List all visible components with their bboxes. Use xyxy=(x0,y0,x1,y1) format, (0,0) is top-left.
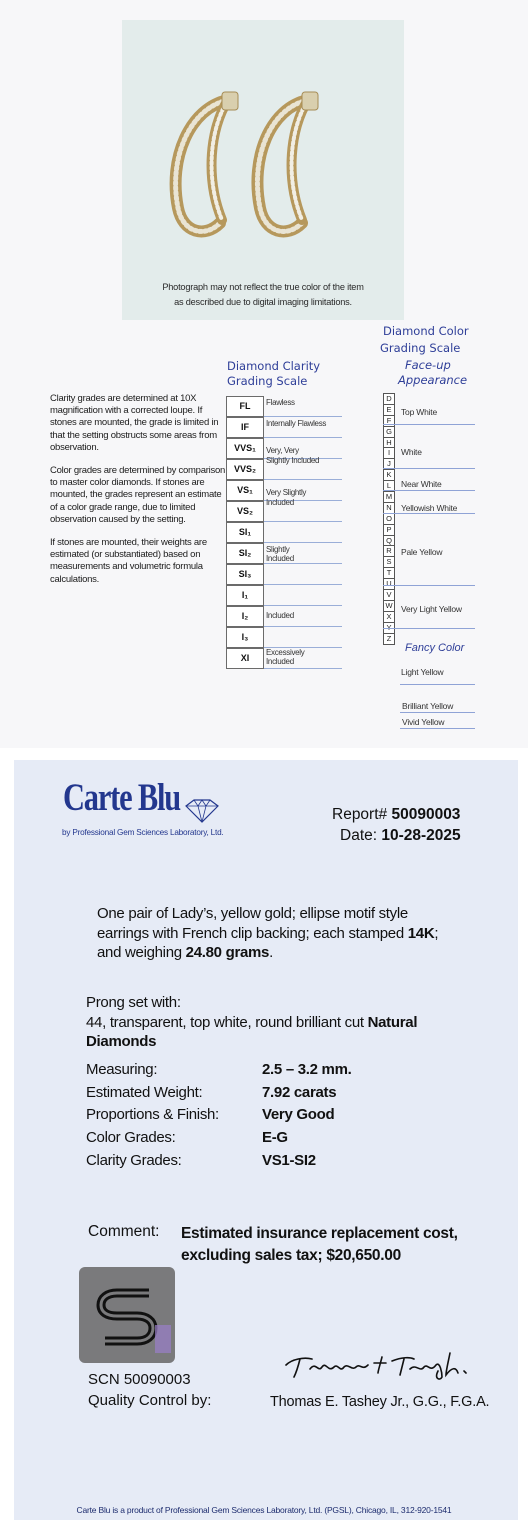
color-label: Yellowish White xyxy=(401,503,458,513)
comment-label: Comment: xyxy=(88,1223,160,1240)
spec-label: Clarity Grades: xyxy=(86,1152,182,1169)
clarity-row xyxy=(226,606,342,627)
desc-text: earrings with French clip backing; each stamped xyxy=(97,924,408,942)
metal-stamp: 14K xyxy=(407,924,435,942)
photo-caption-line-2: as described due to digital imaging limitations. xyxy=(174,297,352,307)
clarity-row xyxy=(226,627,342,648)
color-letter: R xyxy=(383,545,395,557)
clarity-grade: IF xyxy=(226,417,264,438)
color-letter: E xyxy=(383,404,395,416)
brand-subtitle: by Professional Gem Sciences Laboratory, Ltd. xyxy=(62,828,224,837)
spec-value: 2.5 – 3.2 mm. xyxy=(262,1061,352,1078)
comment-line-2: excluding sales tax; $20,650.00 xyxy=(181,1247,401,1264)
color-letter: T xyxy=(383,567,395,579)
grading-notes xyxy=(50,393,230,597)
color-letter: Y xyxy=(383,622,395,634)
clarity-desc: Included xyxy=(266,498,294,507)
clarity-desc: Excessively Included xyxy=(266,648,305,666)
comment-text xyxy=(181,1223,458,1267)
comment-line-1: Estimated insurance replacement cost, xyxy=(181,1225,458,1242)
color-band-line xyxy=(400,684,475,685)
clarity-row xyxy=(226,564,342,585)
clarity-row xyxy=(226,498,342,522)
desc-text: . xyxy=(269,944,273,961)
color-letter: S xyxy=(383,556,395,568)
color-letter: O xyxy=(383,513,395,525)
fancy-color-label: Fancy Color xyxy=(405,642,465,654)
spec-label: Color Grades: xyxy=(86,1129,176,1146)
color-band-line xyxy=(383,424,475,425)
clarity-desc: Slightly Included xyxy=(266,545,294,563)
spec-value: E-G xyxy=(262,1129,288,1146)
spec-value: Very Good xyxy=(262,1106,335,1123)
clarity-note: Clarity grades are determined at 10X magnification with a corrected loupe. If stones are mounted, the grade is limited in that the setting obstructs some areas from observation. xyxy=(50,393,219,453)
clarity-grade: SI₂ xyxy=(226,543,264,564)
clarity-row xyxy=(226,522,342,543)
color-letter: M xyxy=(383,491,395,503)
color-letter: Q xyxy=(383,535,395,547)
color-scale-appearance: Appearance xyxy=(398,373,468,387)
clarity-desc: Very, Very xyxy=(266,446,299,455)
color-label: White xyxy=(401,447,422,457)
color-scale-title: Diamond Color xyxy=(383,324,469,338)
date-line xyxy=(340,827,461,845)
color-letter: D xyxy=(383,393,395,405)
color-letter: Z xyxy=(383,633,395,645)
clarity-grade: SI₁ xyxy=(226,522,264,543)
report-label: Report# xyxy=(332,806,388,823)
color-band-line xyxy=(400,712,475,713)
color-letter: K xyxy=(383,469,395,481)
scn-number: SCN 50090003 xyxy=(88,1371,191,1388)
spec-label: Measuring: xyxy=(86,1061,158,1078)
color-letter: N xyxy=(383,502,395,514)
desc-line-3 xyxy=(97,943,438,963)
color-label: Very Light Yellow xyxy=(401,604,462,614)
clarity-scale-title: Diamond Clarity xyxy=(227,359,321,373)
clarity-scale-table xyxy=(226,396,342,669)
hologram-seal xyxy=(79,1267,175,1363)
clarity-row xyxy=(226,396,342,417)
desc-text: ; xyxy=(434,924,439,942)
color-letter: V xyxy=(383,589,395,601)
clarity-grade: I₃ xyxy=(226,627,264,648)
clarity-row xyxy=(226,417,342,438)
item-weight: 24.80 grams xyxy=(185,944,270,961)
clarity-grade: VS₂ xyxy=(226,501,264,522)
clarity-desc: Internally Flawless xyxy=(266,419,327,428)
color-letter: F xyxy=(383,415,395,427)
color-note: Color grades are determined by comparison to master color diamonds. If stones are mounted, the grades represent an estimate of a color grade range, due to limited observation caused by the setting. xyxy=(50,465,226,525)
report-date: 10-28-2025 xyxy=(381,827,461,844)
color-label: Pale Yellow xyxy=(401,547,443,557)
prong-line-2 xyxy=(86,1013,417,1033)
color-label: Top White xyxy=(401,407,437,417)
handwritten-signature xyxy=(282,1343,482,1383)
clarity-grade: SI₃ xyxy=(226,564,264,585)
color-band-line xyxy=(383,628,475,629)
report-number: 50090003 xyxy=(391,806,461,823)
clarity-scale-subtitle: Grading Scale xyxy=(227,374,308,388)
color-band-line xyxy=(383,468,475,469)
clarity-grade: I₁ xyxy=(226,585,264,606)
item-description xyxy=(97,904,438,963)
color-label: Near White xyxy=(401,479,442,489)
seal-logo-icon xyxy=(79,1267,175,1363)
color-letter: I xyxy=(383,447,395,459)
spec-value: 7.92 carats xyxy=(262,1084,337,1101)
color-scale-subtitle: Grading Scale xyxy=(380,341,461,355)
spec-value: VS1-SI2 xyxy=(262,1152,316,1169)
color-letter: X xyxy=(383,611,395,623)
color-band-line xyxy=(383,585,475,586)
clarity-row xyxy=(226,585,342,606)
stone-type: Natural xyxy=(367,1013,418,1031)
brand-logo: Carte Blu xyxy=(63,776,181,819)
report-line xyxy=(332,806,460,824)
earrings-image xyxy=(150,88,380,258)
desc-line-2 xyxy=(97,924,438,944)
color-band-line xyxy=(400,728,475,729)
clarity-desc: Included xyxy=(266,611,294,620)
color-letter: G xyxy=(383,426,395,438)
color-scale-faceup: Face-up xyxy=(405,358,451,372)
prong-line-3: Diamonds xyxy=(86,1033,157,1050)
color-letter: U xyxy=(383,578,395,590)
clarity-grade: FL xyxy=(226,396,264,417)
desc-line-1: One pair of Lady’s, yellow gold; ellipse motif style xyxy=(97,905,408,922)
quality-control-label: Quality Control by: xyxy=(88,1392,212,1409)
clarity-desc: Very Slightly xyxy=(266,488,307,497)
color-label: Vivid Yellow xyxy=(402,717,445,727)
color-band-line xyxy=(383,490,475,491)
color-label: Brilliant Yellow xyxy=(402,701,454,711)
photo-caption-line-1: Photograph may not reflect the true color of the item xyxy=(162,282,364,292)
clarity-desc: Flawless xyxy=(266,398,295,407)
prong-text: 44, transparent, top white, round brilliant cut xyxy=(86,1013,368,1031)
color-letter: L xyxy=(383,480,395,492)
clarity-desc: Slightly Included xyxy=(266,456,320,465)
color-letter: P xyxy=(383,524,395,536)
color-letter: H xyxy=(383,437,395,449)
prong-line-1: Prong set with: xyxy=(86,994,181,1011)
prong-description xyxy=(86,993,417,1052)
color-letter: W xyxy=(383,600,395,612)
color-band-line xyxy=(383,513,475,514)
weight-note: If stones are mounted, their weights are estimated (or substantiated) based on measurements and volumetric formula calculations. xyxy=(50,537,207,585)
diamond-icon xyxy=(182,798,222,824)
clarity-grade: VVS₂ xyxy=(226,459,264,480)
footer-text: Carte Blu is a product of Professional Gem Sciences Laboratory, Ltd. (PGSL), Chicago, IL, 312-920-1541 xyxy=(76,1505,452,1515)
clarity-row xyxy=(226,648,342,669)
clarity-grade: XI xyxy=(226,648,264,669)
desc-text: and weighing xyxy=(97,944,186,961)
clarity-grade: VS₁ xyxy=(226,480,264,501)
spec-label: Estimated Weight: xyxy=(86,1084,203,1101)
clarity-grade: VVS₁ xyxy=(226,438,264,459)
signer-name: Thomas E. Tashey Jr., G.G., F.G.A. xyxy=(270,1394,490,1410)
date-label: Date: xyxy=(340,827,378,844)
clarity-row xyxy=(226,543,342,564)
clarity-grade: I₂ xyxy=(226,606,264,627)
clarity-row xyxy=(226,456,342,480)
spec-label: Proportions & Finish: xyxy=(86,1106,219,1123)
color-letter: J xyxy=(383,458,395,470)
color-label: Light Yellow xyxy=(401,667,444,677)
